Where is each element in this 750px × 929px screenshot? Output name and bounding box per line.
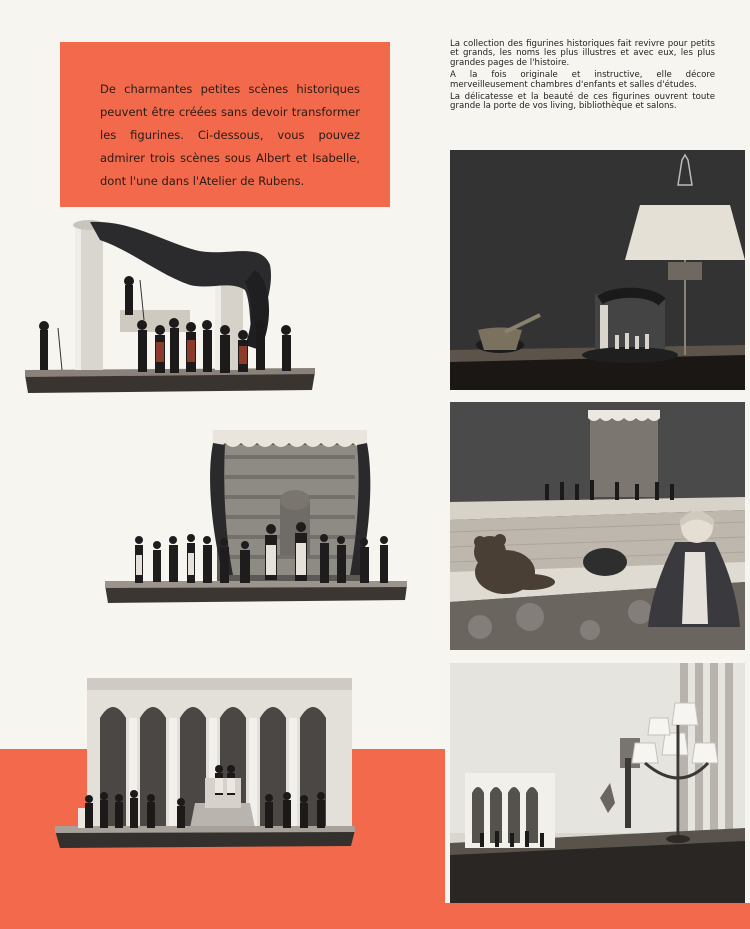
orange-band-strip (445, 903, 750, 929)
scene-photo-gothic-court (55, 678, 355, 853)
caption-text: De charmantes petites scènes historiques peuvent être créées sans devoir transformer les figurines. Ci-dessous, vous pouvez admirer trois scènes sous Albert et Isabelle, dont l'une dans l'Atelier de Rubens. (100, 82, 360, 188)
scene-photo-columns-drapery (20, 210, 320, 400)
intro-text-block (450, 40, 715, 115)
scene-photo-throne-canopy (105, 425, 410, 605)
photo-mantel-candelabra (450, 663, 745, 903)
photo-shelf-doll-bear (450, 402, 745, 650)
intro-paragraph-3: La délicatesse et la beauté de ces figurines ouvrent toute grande la porte de vos living, bibliothèque et salons. (450, 92, 715, 112)
intro-paragraph-1: La collection des figurines historiques fait revivre pour petits et grands, les noms les plus illustres et avec eux, les plus grandes pages de l'histoire. (450, 39, 715, 68)
intro-paragraph-2: A la fois originale et instructive, elle décore merveilleusement chambres d'enfants et salles d'études. (450, 70, 715, 90)
photo-lamp-table (450, 150, 745, 390)
